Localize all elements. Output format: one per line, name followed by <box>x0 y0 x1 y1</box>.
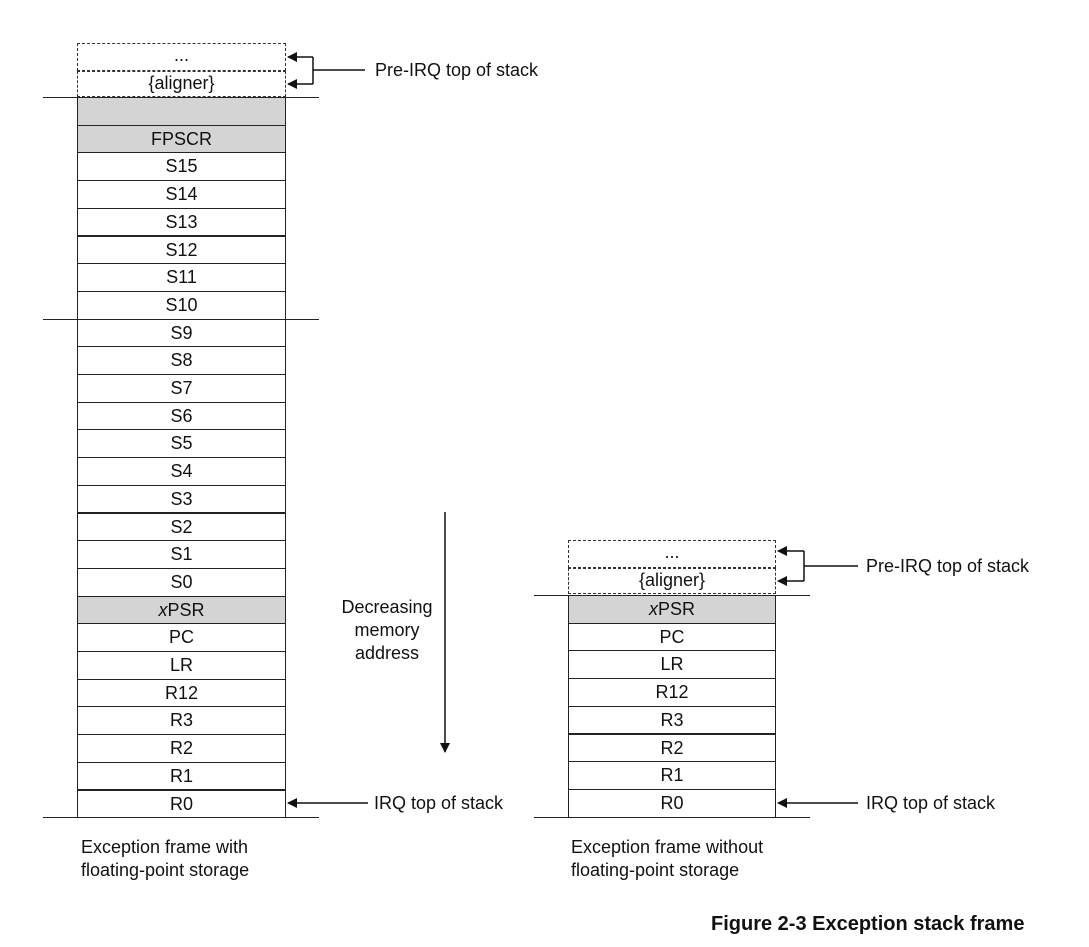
right-caption-line2: floating-point storage <box>571 860 740 880</box>
right-irq-label: IRQ top of stack <box>866 793 996 813</box>
arrow-label-line3: address <box>354 643 420 663</box>
right-pre-irq-label: Pre-IRQ top of stack <box>866 556 1030 576</box>
left-cell-s15: S15 <box>77 152 286 181</box>
right-frame-bottom-line <box>534 817 810 818</box>
figure-title: Figure 2-3 Exception stack frame <box>711 913 1025 935</box>
left-cell-s0: S0 <box>77 568 286 597</box>
left-pre-irq-bracket <box>288 57 365 84</box>
left-cell-s3: S3 <box>77 485 286 514</box>
left-cell-r2: R2 <box>77 734 286 763</box>
left-cell-lr: LR <box>77 651 286 680</box>
right-caption <box>571 836 763 882</box>
left-cell-r12: R12 <box>77 679 286 708</box>
left-cell-xpsr: xPSR <box>77 596 286 625</box>
left-cell-reserved <box>77 97 286 126</box>
arrow-label-line2: memory <box>354 620 420 640</box>
left-cell-s6: S6 <box>77 402 286 431</box>
left-cell-r3: R3 <box>77 706 286 735</box>
right-dots-cell: ... <box>568 540 776 568</box>
left-cell-s1: S1 <box>77 540 286 569</box>
right-cell-r1: R1 <box>568 761 776 790</box>
left-dots-cell: ... <box>77 43 286 71</box>
left-cell-r0: R0 <box>77 790 286 819</box>
right-cell-r12: R12 <box>568 678 776 707</box>
left-cell-s2: S2 <box>77 513 286 542</box>
right-cell-r3: R3 <box>568 706 776 735</box>
left-cell-r1: R1 <box>77 762 286 791</box>
left-cell-pc: PC <box>77 623 286 652</box>
left-cell-s14: S14 <box>77 180 286 209</box>
left-caption-line2: floating-point storage <box>81 860 250 880</box>
arrow-label-line1: Decreasing <box>341 597 433 617</box>
left-cell-s9: S9 <box>77 319 286 348</box>
decreasing-address-label <box>327 596 447 665</box>
right-cell-lr: LR <box>568 650 776 679</box>
right-cell-r2: R2 <box>568 734 776 763</box>
left-caption-line1: Exception frame with <box>81 837 249 857</box>
left-s10-boundary-line <box>43 319 319 320</box>
left-irq-label: IRQ top of stack <box>374 793 504 813</box>
left-cell-s11: S11 <box>77 263 286 292</box>
left-cell-s8: S8 <box>77 346 286 375</box>
right-caption-line1: Exception frame without <box>571 837 764 857</box>
left-cell-s4: S4 <box>77 457 286 486</box>
right-pre-irq-bracket <box>778 551 858 581</box>
left-cell-s10: S10 <box>77 291 286 320</box>
right-aligner-cell: {aligner} <box>568 568 776 594</box>
left-cell-s7: S7 <box>77 374 286 403</box>
left-cell-s13: S13 <box>77 208 286 237</box>
left-cell-s12: S12 <box>77 236 286 265</box>
right-cell-pc: PC <box>568 623 776 652</box>
left-caption <box>81 836 249 882</box>
right-cell-xpsr: xPSR <box>568 595 776 624</box>
left-cell-s5: S5 <box>77 429 286 458</box>
left-frame-bottom-line <box>43 817 319 818</box>
left-aligner-cell: {aligner} <box>77 71 286 97</box>
right-cell-r0: R0 <box>568 789 776 818</box>
left-pre-irq-label: Pre-IRQ top of stack <box>375 60 539 80</box>
left-cell-fpscr: FPSCR <box>77 125 286 154</box>
